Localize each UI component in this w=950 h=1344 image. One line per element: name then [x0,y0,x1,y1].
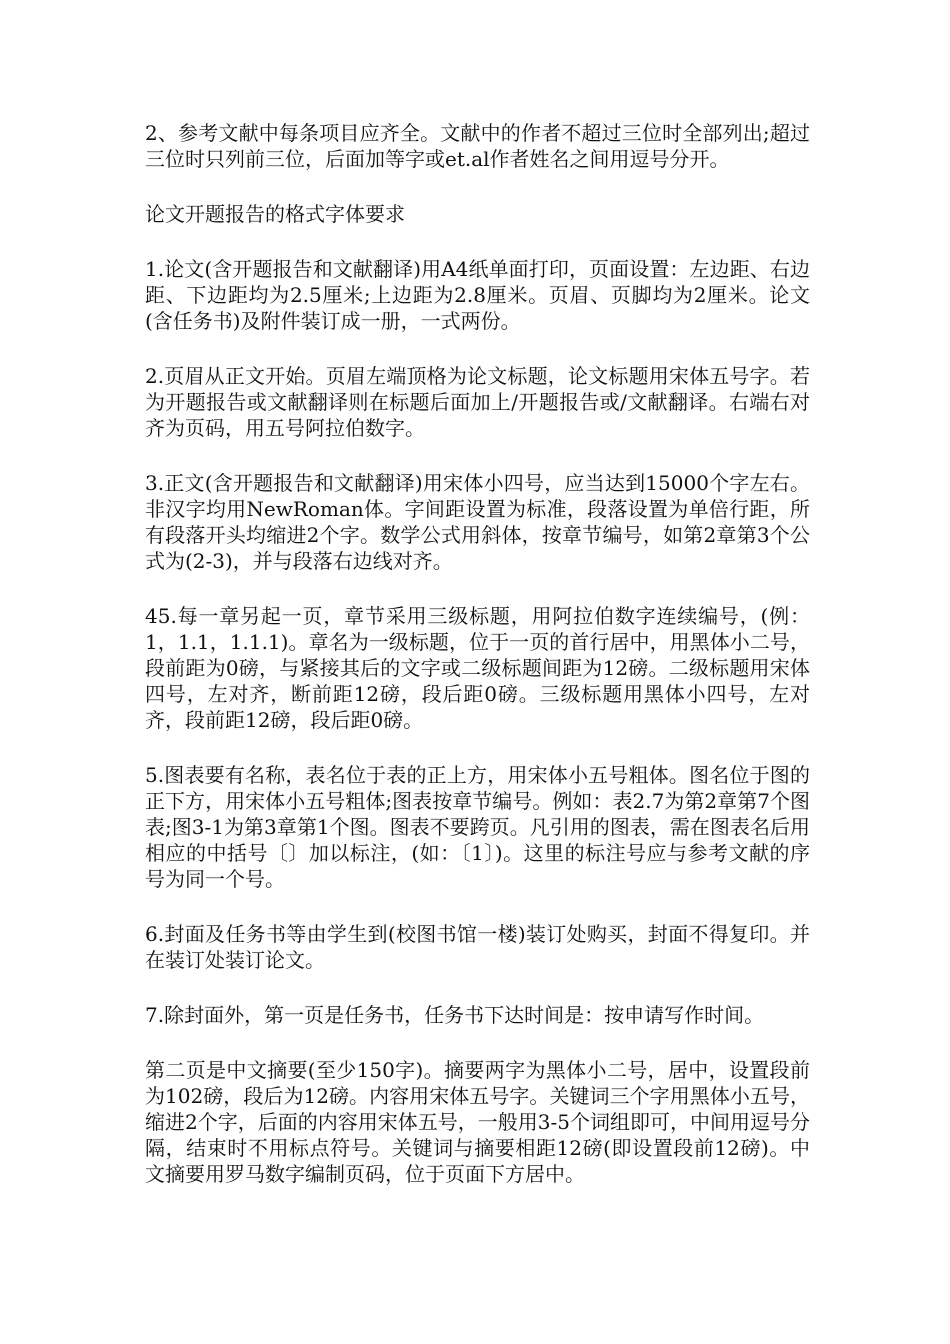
paragraph-references-rule: 2、参考文献中每条项目应齐全。文献中的作者不超过三位时全部列出;超过三位时只列前三位，后面加等字或et.al作者姓名之间用逗号分开。 [145,121,810,171]
paragraph-rule-7-task-book: 7.除封面外，第一页是任务书，任务书下达时间是：按申请写作时间。 [145,1003,765,1027]
section-heading-format-requirements: 论文开题报告的格式字体要求 [145,202,405,226]
paragraph-chinese-abstract: 第二页是中文摘要(至少150字)。摘要两字为黑体小二号，居中，设置段前为102磅，段后为12磅。内容用宋体五号字。关键词三个字用黑体小五号，缩进2个字，后面的内容用宋体五号，一般用3-5个词组即可，中间用逗号分隔，结束时不用标点符号。关键词与摘要相距12磅(即设置段前12磅)。中文摘要用罗马数字编制页码，位于页面下方居中。 [145,1058,810,1186]
paragraph-rule-6-cover: 6.封面及任务书等由学生到(校图书馆一楼)装订处购买，封面不得复印。并在装订处装订论文。 [145,922,810,972]
paragraph-rule-5-figures-tables: 5.图表要有名称，表名位于表的正上方，用宋体小五号粗体。图名位于图的正下方，用宋体小五号粗体;图表按章节编号。例如：表2.7为第2章第7个图表;图3-1为第3章第1个图。图表不要跨页。凡引用的图表，需在图表名后用相应的中括号〔〕加以标注，(如：〔1〕)。这里的标注号应与参考文献的序号为同一个号。 [145,763,810,891]
paragraph-rule-45-chapters: 45.每一章另起一页，章节采用三级标题，用阿拉伯数字连续编号，(例：1，1.1，1.1.1)。章名为一级标题，位于一页的首行居中，用黑体小二号，段前距为0磅，与紧接其后的文字或二级标题间距为12磅。二级标题用宋体四号，左对齐，断前距12磅，段后距0磅。三级标题用黑体小四号，左对齐，段前距12磅，段后距0磅。 [145,604,810,732]
paragraph-rule-2-header: 2.页眉从正文开始。页眉左端顶格为论文标题，论文标题用宋体五号字。若为开题报告或文献翻译则在标题后面加上/开题报告或/文献翻译。右端右对齐为页码，用五号阿拉伯数字。 [145,364,810,440]
paragraph-rule-3-body-text: 3.正文(含开题报告和文献翻译)用宋体小四号，应当达到15000个字左右。非汉字均用NewRoman体。字间距设置为标准，段落设置为单倍行距，所有段落开头均缩进2个字。数学公式用斜体，按章节编号，如第2章第3个公式为(2-3)，并与段落右边线对齐。 [145,471,810,573]
paragraph-rule-1-page-setup: 1.论文(含开题报告和文献翻译)用A4纸单面打印，页面设置：左边距、右边距、下边距均为2.5厘米;上边距为2.8厘米。页眉、页脚均为2厘米。论文(含任务书)及附件装订成一册，一式两份。 [145,257,810,333]
document-page [145,120,810,1216]
